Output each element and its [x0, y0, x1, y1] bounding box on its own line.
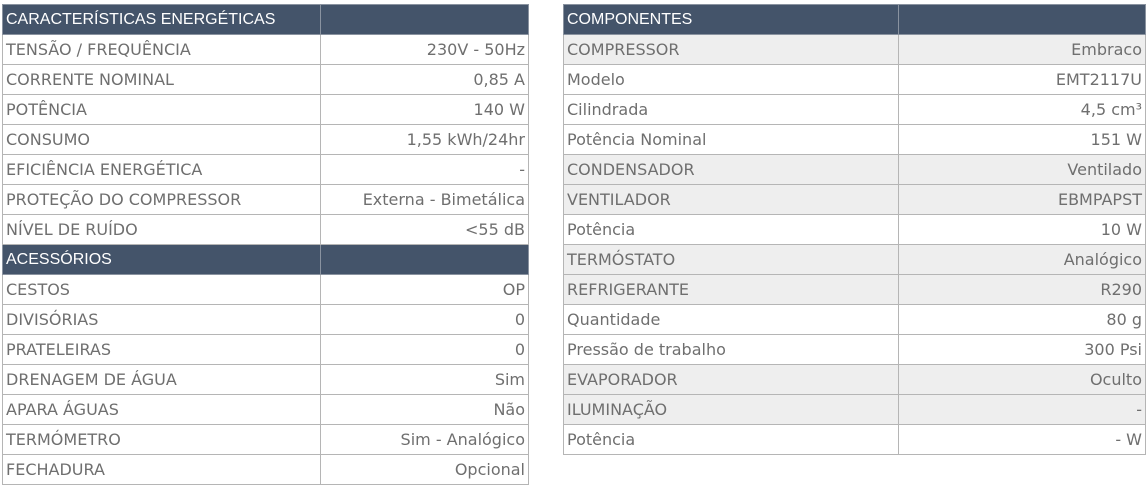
table-row	[564, 215, 1146, 245]
spec-value: 151 W	[899, 125, 1146, 155]
section-header	[564, 5, 1146, 35]
table-row	[564, 185, 1146, 215]
spec-label: POTÊNCIA	[3, 95, 321, 125]
spec-label: TENSÃO / FREQUÊNCIA	[3, 35, 321, 65]
spec-value: 4,5 cm³	[899, 95, 1146, 125]
spec-value: <55 dB	[321, 215, 529, 245]
spec-label: CORRENTE NOMINAL	[3, 65, 321, 95]
spec-value: Ventilado	[899, 155, 1146, 185]
spec-label: REFRIGERANTE	[564, 275, 899, 305]
table-row	[564, 155, 1146, 185]
spec-label: COMPRESSOR	[564, 35, 899, 65]
section-header	[3, 245, 529, 275]
spec-label: PRATELEIRAS	[3, 335, 321, 365]
spec-value: 300 Psi	[899, 335, 1146, 365]
section-header-blank	[321, 5, 529, 35]
table-row	[3, 185, 529, 215]
right-table-body	[564, 5, 1146, 455]
table-row	[564, 335, 1146, 365]
table-row	[3, 305, 529, 335]
table-row	[3, 395, 529, 425]
spec-value: Sim - Analógico	[321, 425, 529, 455]
spec-value: EMT2117U	[899, 65, 1146, 95]
spec-value: 80 g	[899, 305, 1146, 335]
spec-value: -	[321, 155, 529, 185]
spec-label: Pressão de trabalho	[564, 335, 899, 365]
section-title: CARACTERÍSTICAS ENERGÉTICAS	[3, 5, 321, 35]
spec-value: -	[899, 395, 1146, 425]
section-title: COMPONENTES	[564, 5, 899, 35]
spec-label: Potência Nominal	[564, 125, 899, 155]
table-row	[564, 125, 1146, 155]
table-row	[564, 245, 1146, 275]
table-row	[564, 395, 1146, 425]
section-title: ACESSÓRIOS	[3, 245, 321, 275]
spec-value: Embraco	[899, 35, 1146, 65]
section-header-blank	[321, 245, 529, 275]
spec-label: TERMÓSTATO	[564, 245, 899, 275]
spec-label: NÍVEL DE RUÍDO	[3, 215, 321, 245]
spec-value: OP	[321, 275, 529, 305]
table-row	[3, 65, 529, 95]
spec-value: - W	[899, 425, 1146, 455]
spec-value: EBMPAPST	[899, 185, 1146, 215]
spec-label: Cilindrada	[564, 95, 899, 125]
spec-label: Potência	[564, 215, 899, 245]
spec-value: Sim	[321, 365, 529, 395]
spec-label: CONSUMO	[3, 125, 321, 155]
section-header	[3, 5, 529, 35]
table-row	[3, 275, 529, 305]
spec-label: DRENAGEM DE ÁGUA	[3, 365, 321, 395]
table-row	[3, 335, 529, 365]
table-row	[3, 155, 529, 185]
table-row	[3, 95, 529, 125]
spec-value: 10 W	[899, 215, 1146, 245]
spec-value: R290	[899, 275, 1146, 305]
table-row	[564, 95, 1146, 125]
spec-label: APARA ÁGUAS	[3, 395, 321, 425]
table-row	[3, 365, 529, 395]
table-row	[3, 215, 529, 245]
section-header-blank	[899, 5, 1146, 35]
spec-label: PROTEÇÃO DO COMPRESSOR	[3, 185, 321, 215]
spec-value: Opcional	[321, 455, 529, 485]
energy-accessories-table	[2, 4, 529, 485]
spec-value: 1,55 kWh/24hr	[321, 125, 529, 155]
table-row	[564, 65, 1146, 95]
table-row	[564, 305, 1146, 335]
table-row	[3, 35, 529, 65]
spec-value: Analógico	[899, 245, 1146, 275]
spec-value: Oculto	[899, 365, 1146, 395]
spec-label: Modelo	[564, 65, 899, 95]
spec-label: ILUMINAÇÃO	[564, 395, 899, 425]
spec-label: DIVISÓRIAS	[3, 305, 321, 335]
spec-label: Quantidade	[564, 305, 899, 335]
table-row	[564, 425, 1146, 455]
spec-label: CESTOS	[3, 275, 321, 305]
spec-label: VENTILADOR	[564, 185, 899, 215]
table-row	[3, 455, 529, 485]
spec-label: EVAPORADOR	[564, 365, 899, 395]
components-table	[563, 4, 1146, 455]
spec-value: 0,85 A	[321, 65, 529, 95]
table-row	[564, 365, 1146, 395]
left-table-body	[3, 5, 529, 485]
spec-label: FECHADURA	[3, 455, 321, 485]
spec-value: 140 W	[321, 95, 529, 125]
table-row	[564, 275, 1146, 305]
spec-value: Não	[321, 395, 529, 425]
spec-value: 230V - 50Hz	[321, 35, 529, 65]
table-row	[3, 125, 529, 155]
spec-value: Externa - Bimetálica	[321, 185, 529, 215]
spec-label: CONDENSADOR	[564, 155, 899, 185]
table-row	[3, 425, 529, 455]
spec-label: EFICIÊNCIA ENERGÉTICA	[3, 155, 321, 185]
table-row	[564, 35, 1146, 65]
spec-value: 0	[321, 335, 529, 365]
spec-value: 0	[321, 305, 529, 335]
spec-label: TERMÓMETRO	[3, 425, 321, 455]
spec-label: Potência	[564, 425, 899, 455]
